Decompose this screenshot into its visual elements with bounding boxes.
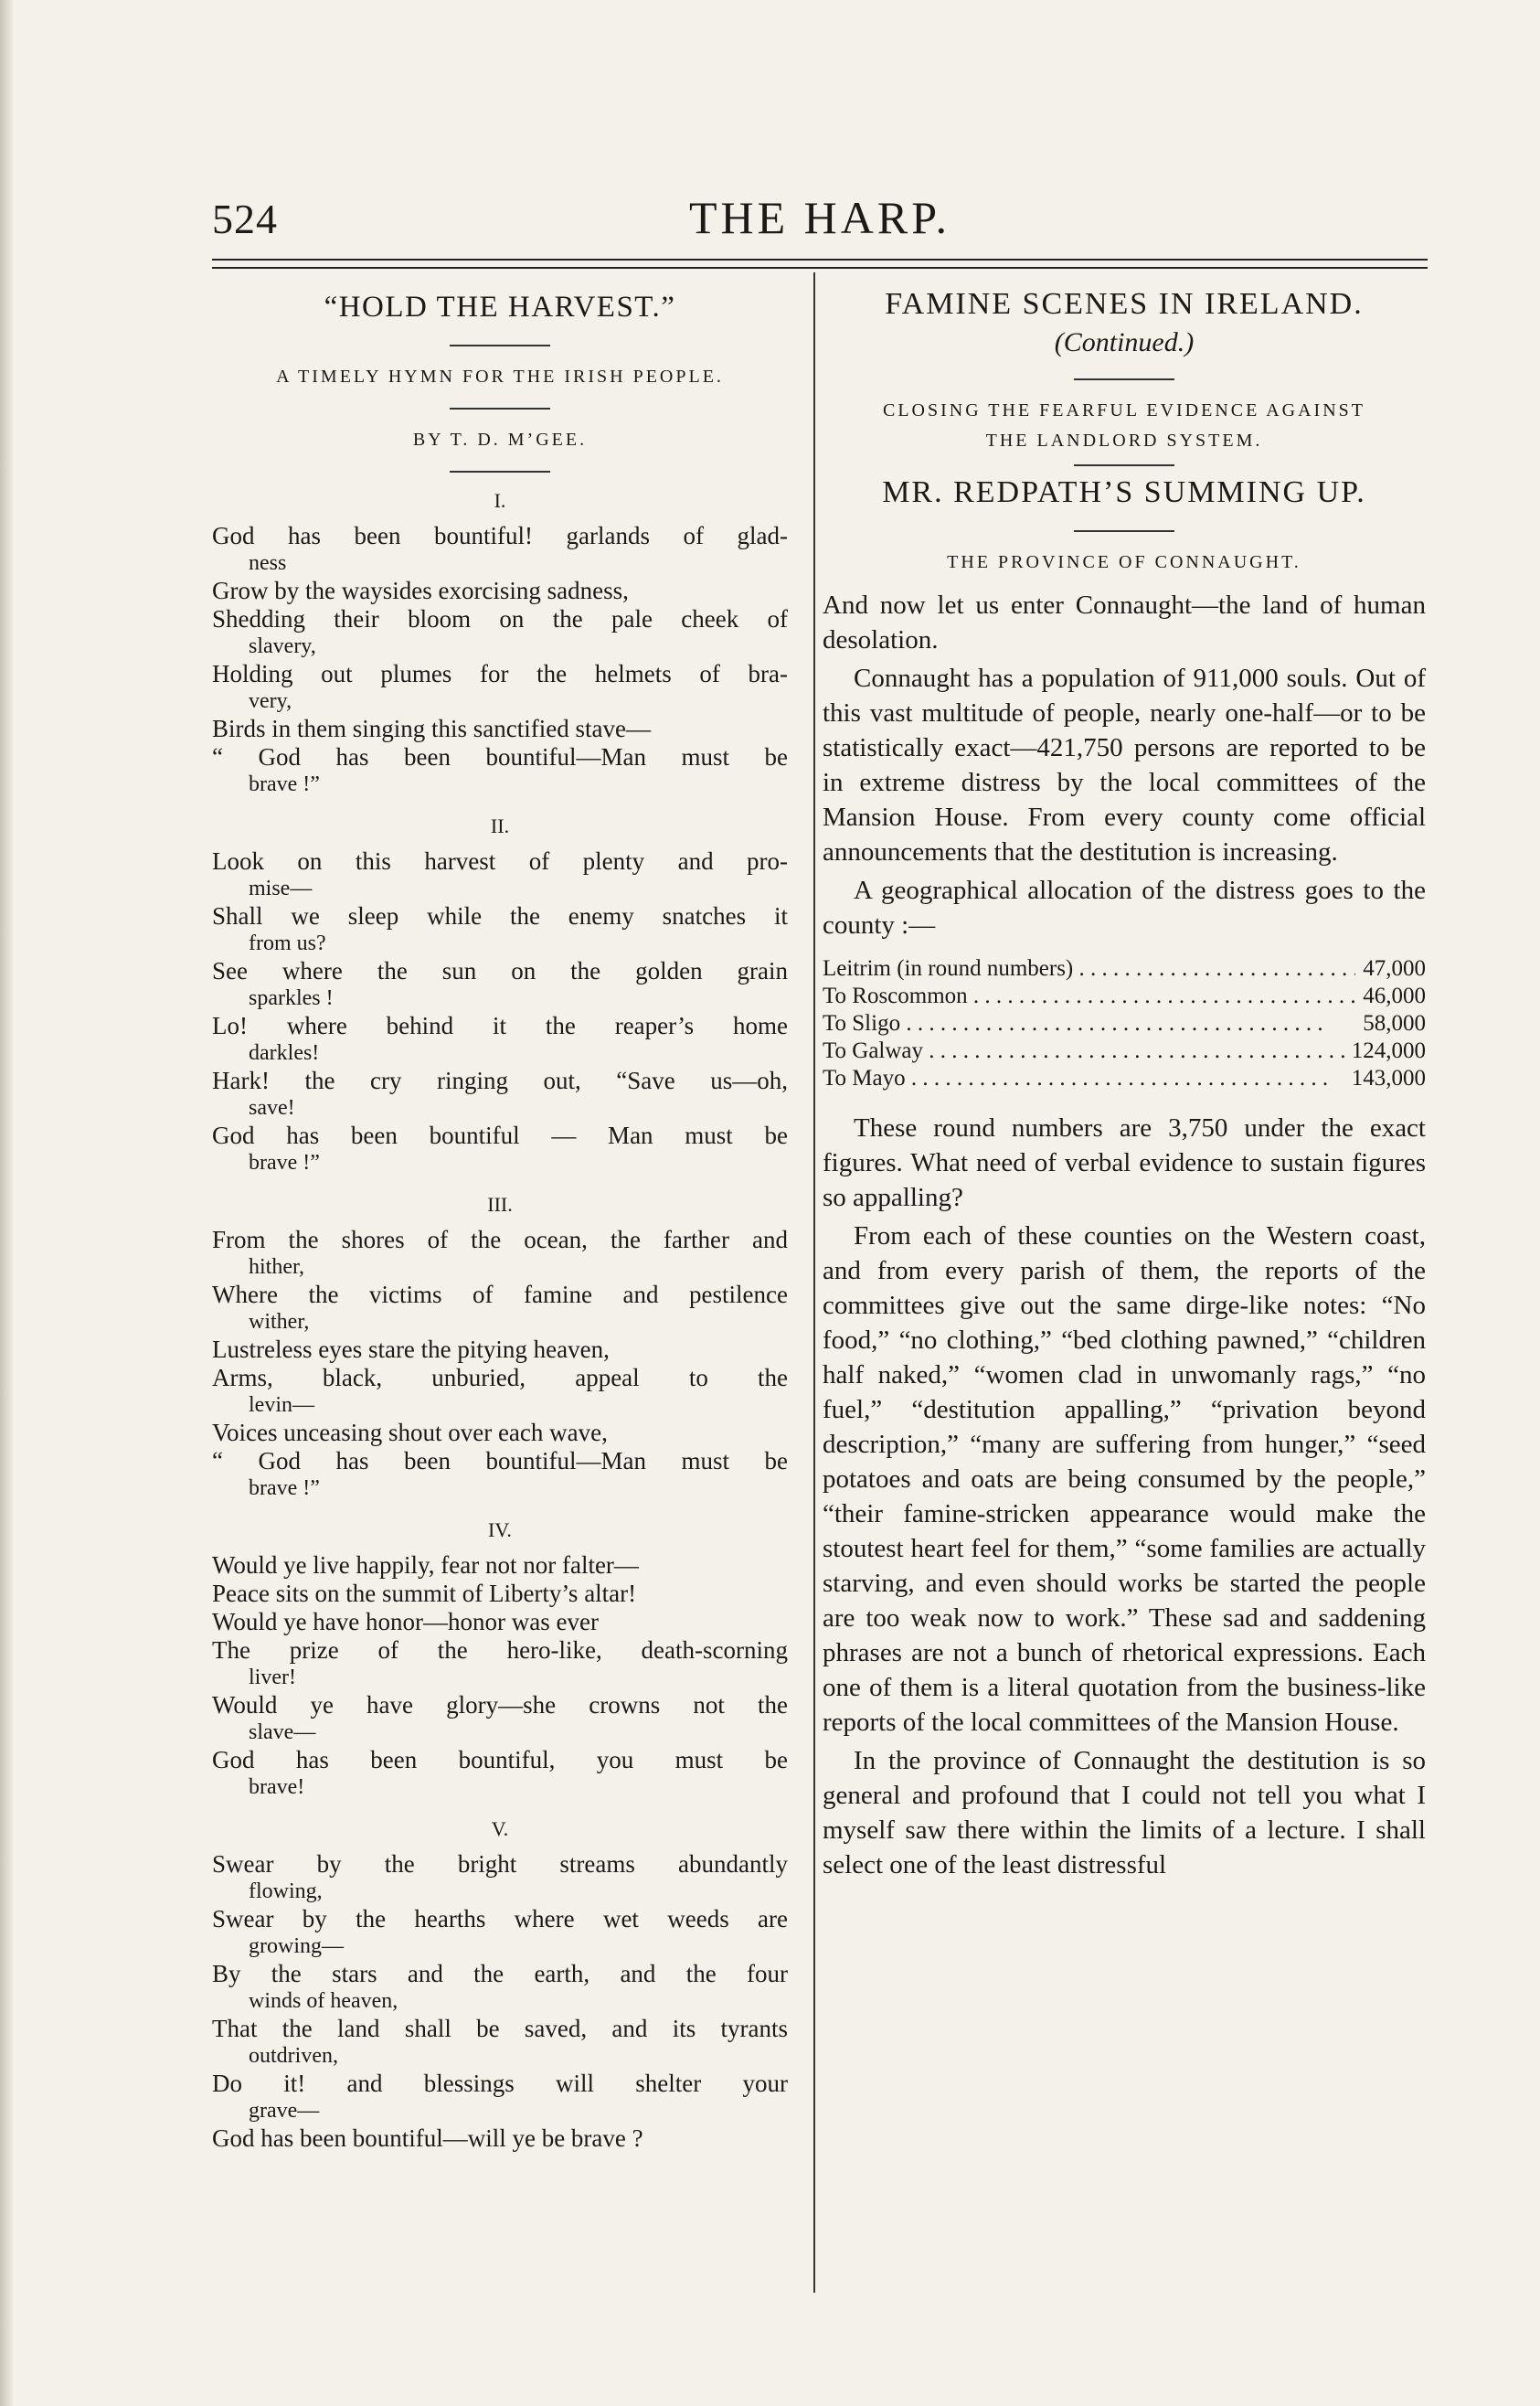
- poem-line: levin—: [249, 1393, 314, 1417]
- poem-line: hither,: [249, 1255, 305, 1279]
- poem-line: from us?: [249, 932, 326, 955]
- county-name: To Galway . . .: [823, 1038, 1344, 1065]
- poem-line: Grow by the waysides exorcising sadness,: [212, 577, 629, 604]
- poem-line: Shall we sleep while the enemy snatches it: [212, 902, 788, 930]
- poem-title: “HOLD THE HARVEST.”: [324, 291, 676, 324]
- poem-line: Do it! and blessings will shelter your: [212, 2070, 788, 2097]
- title-rule: [450, 345, 550, 346]
- poem-line: Would ye have glory—she crowns not the: [212, 1691, 788, 1719]
- poem-line: liver!: [249, 1666, 296, 1689]
- poem-line: sparkles !: [249, 986, 334, 1010]
- poem-line: “ God has been bountiful—Man must be: [212, 743, 788, 771]
- stanza: [212, 522, 788, 798]
- distress-count: 58,000: [1363, 1011, 1426, 1036]
- paragraph-4: These round numbers are 3,750 under the exact figures. What need of verbal evidence to sustain figures so appalling?: [823, 1113, 1426, 1212]
- stanza: [212, 847, 788, 1176]
- poem-line: God has been bountiful—will ye be brave ?: [212, 2124, 643, 2152]
- header-rule: [212, 259, 1428, 269]
- county-name: To Roscommon . . .: [823, 983, 1355, 1010]
- table-row: [823, 955, 1426, 983]
- poem-line: outdriven,: [249, 2044, 338, 2068]
- poem-subtitle: A TIMELY HYMN FOR THE IRISH PEOPLE.: [276, 367, 724, 387]
- left-column: [212, 274, 788, 2153]
- article-subhead-1: CLOSING THE FEARFUL EVIDENCE AGAINST: [883, 400, 1365, 421]
- column-divider: [813, 272, 815, 2293]
- right-column: [823, 274, 1426, 1882]
- poem-line: Lo! where behind it the reaper’s home: [212, 1012, 788, 1039]
- poem-line: growing—: [249, 1934, 344, 1958]
- poem-byline: BY T. D. M’GEE.: [412, 430, 588, 450]
- poem-line: See where the sun on the golden grain: [212, 957, 788, 985]
- poem-line: flowing,: [249, 1879, 323, 1903]
- article-body-2: [823, 1111, 1426, 1882]
- poem-line: darkles!: [249, 1041, 320, 1065]
- subtitle-rule: [450, 408, 550, 410]
- poem-line: Look on this harvest of plenty and pro-: [212, 847, 788, 875]
- article-rule-1: [1074, 378, 1174, 380]
- distress-count: 47,000: [1363, 956, 1426, 981]
- stanza: [212, 1226, 788, 1502]
- poem-line: Arms, black, unburied, appeal to the: [212, 1364, 788, 1391]
- poem-line: Holding out plumes for the helmets of bra-: [212, 660, 788, 687]
- distress-table: [823, 955, 1426, 1092]
- poem-line: God has been bountiful! garlands of glad-: [212, 522, 788, 549]
- article-rule-2: [1074, 464, 1174, 466]
- poem-line: winds of heaven,: [249, 1989, 398, 2013]
- stanza: [212, 1551, 788, 1801]
- poem-line: Shedding their bloom on the pale cheek of: [212, 605, 788, 633]
- summing-up-headline: MR. REDPATH’S SUMMING UP.: [882, 475, 1366, 509]
- county-name: To Sligo . . .: [823, 1010, 1355, 1038]
- stanza-numeral: IV.: [488, 1518, 512, 1541]
- paragraph-1: And now let us enter Connaught—the land of human desolation.: [823, 591, 1426, 655]
- table-row: [823, 983, 1426, 1010]
- poem-line: From the shores of the ocean, the farther and: [212, 1226, 788, 1253]
- byline-rule: [450, 471, 550, 473]
- poem-line: ness: [249, 551, 287, 575]
- table-row: [823, 1010, 1426, 1038]
- distress-count: 46,000: [1363, 984, 1426, 1008]
- poem-line: wither,: [249, 1310, 310, 1334]
- poem-line: save!: [249, 1096, 295, 1120]
- stanza-numeral: V.: [491, 1817, 509, 1840]
- poem-line: Hark! the cry ringing out, “Save us—oh,: [212, 1067, 788, 1094]
- county-name: To Mayo . . .: [823, 1065, 1344, 1092]
- distress-count: 143,000: [1351, 1066, 1426, 1091]
- table-row: [823, 1065, 1426, 1092]
- poem-line: The prize of the hero-like, death-scorning: [212, 1636, 788, 1664]
- continued-label: (Continued.): [1054, 327, 1195, 357]
- article-body: [823, 588, 1426, 942]
- poem-line: slavery,: [249, 634, 316, 658]
- poem-line: Voices unceasing shout over each wave,: [212, 1419, 608, 1446]
- poem-line: God has been bountiful, you must be: [212, 1746, 788, 1773]
- poem-line: Swear by the bright streams abundantly: [212, 1850, 788, 1878]
- poem-line: That the land shall be saved, and its tyrants: [212, 2015, 788, 2042]
- poem-line: Peace sits on the summit of Liberty’s altar!: [212, 1580, 637, 1607]
- poem-line: Swear by the hearths where wet weeds are: [212, 1905, 788, 1932]
- page-number: 524: [212, 196, 278, 242]
- paragraph-5: From each of these counties on the Western coast, and from every parish of them, the reports of the committees give out the same dirge-like notes: “No food,” “no clothing,” “bed clothing pawned,” “children half naked,” “women clad in unwomanly rags,” “no fuel,” “destitution appalling,” “privation beyond description,” “many are suffering from hunger,” “seed potatoes and oats are being consumed by the people,” “their famine-stricken appearance would make the stoutest heart feel for them,” “some families are actually starving, and even should works be started the people are too weak now to work.” These sad and saddening phrases are not a bunch of rhetorical expressions. Each one of them is a literal quotation from the business-like reports of the local committees of the Mansion House.: [823, 1221, 1426, 1737]
- paragraph-3: A geographical allocation of the distress goes to the county :—: [823, 876, 1426, 940]
- poem-line: Would ye live happily, fear not nor falter—: [212, 1551, 639, 1579]
- poem-line: Birds in them singing this sanctified stave—: [212, 715, 651, 742]
- running-title: THE HARP.: [688, 192, 951, 243]
- poem-line: brave !”: [249, 1476, 320, 1500]
- poem-line: “ God has been bountiful—Man must be: [212, 1447, 788, 1474]
- poem-line: Lustreless eyes stare the pitying heaven,: [212, 1336, 610, 1363]
- poem-line: God has been bountiful — Man must be: [212, 1122, 788, 1149]
- poem-body: [212, 489, 788, 2153]
- article-rule-3: [1074, 530, 1174, 532]
- article-subhead-2: THE LANDLORD SYSTEM.: [985, 431, 1263, 451]
- paragraph-6: In the province of Connaught the destitution is so general and profound that I could not tell you what I myself saw there within the limits of a lecture. I shall select one of the least distressful: [823, 1746, 1426, 1879]
- distress-count: 124,000: [1351, 1038, 1426, 1063]
- poem-line: brave!: [249, 1775, 305, 1799]
- page-edge: [0, 0, 13, 2406]
- county-name: Leitrim (in round numbers) . . .: [823, 955, 1355, 983]
- page-header: [212, 187, 1428, 251]
- poem-line: Where the victims of famine and pestilence: [212, 1281, 788, 1308]
- poem-line: grave—: [249, 2099, 320, 2123]
- section-heading: THE PROVINCE OF CONNAUGHT.: [947, 552, 1301, 572]
- poem-line: By the stars and the earth, and the four: [212, 1960, 788, 1987]
- table-row: [823, 1038, 1426, 1065]
- paragraph-2: Connaught has a population of 911,000 souls. Out of this vast multitude of people, nearly one-half—or to be statistically exact—421,750 persons are reported to be in extreme distress by the local committees of the Mansion House. From every county come official announcements that the destitution is increasing.: [823, 664, 1426, 867]
- poem-line: brave !”: [249, 772, 320, 796]
- stanza-numeral: I.: [494, 489, 506, 512]
- article-title: FAMINE SCENES IN IRELAND.: [885, 287, 1364, 321]
- poem-line: mise—: [249, 877, 313, 900]
- poem-line: Would ye have honor—honor was ever: [212, 1608, 599, 1635]
- poem-line: very,: [249, 689, 292, 713]
- stanza-numeral: II.: [490, 814, 510, 837]
- stanza-numeral: III.: [487, 1193, 513, 1216]
- poem-line: brave !”: [249, 1151, 320, 1175]
- poem-line: slave—: [249, 1720, 316, 1744]
- stanza: [212, 1850, 788, 2153]
